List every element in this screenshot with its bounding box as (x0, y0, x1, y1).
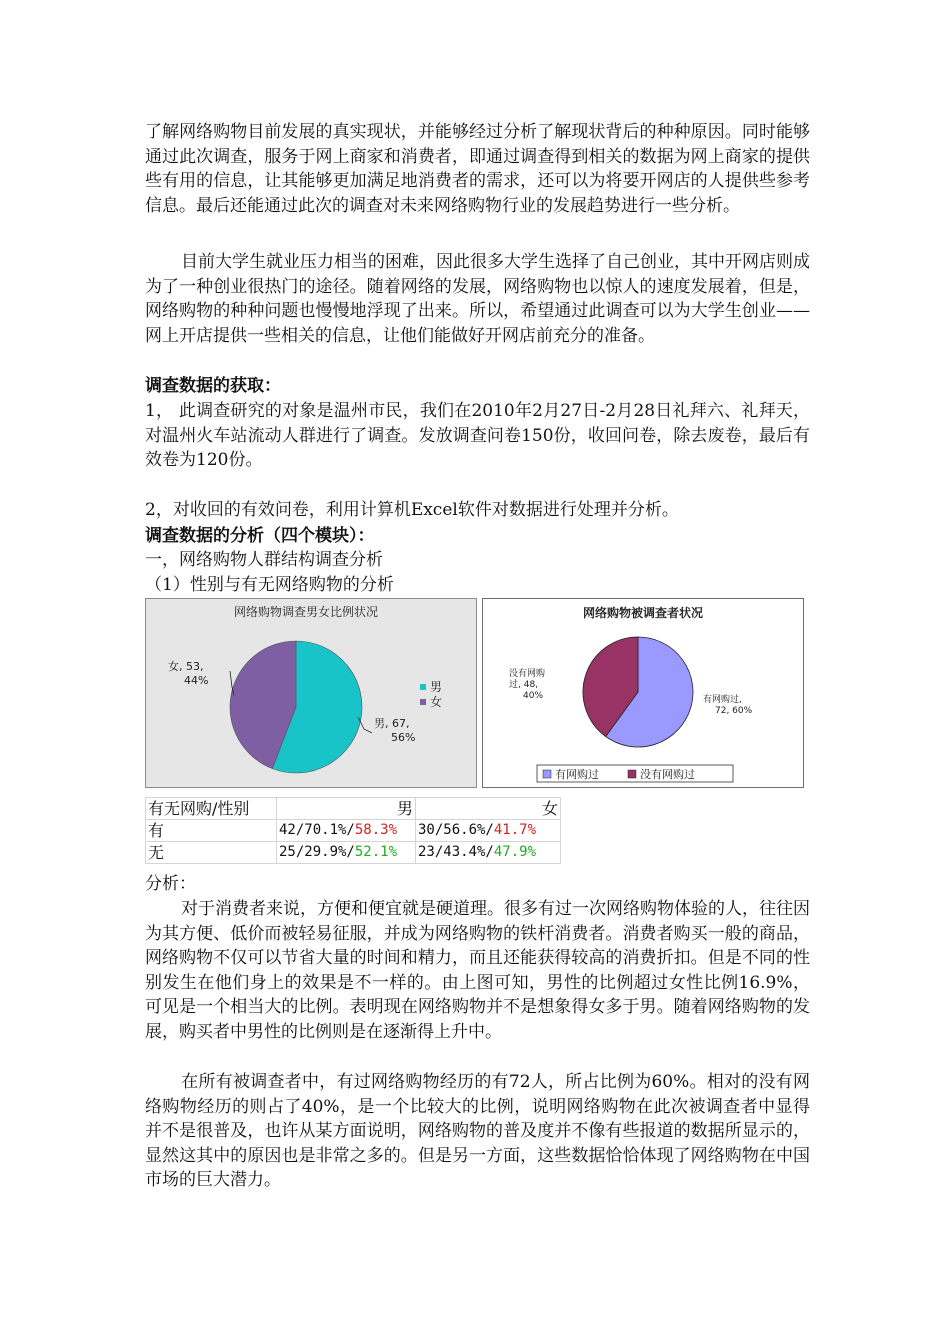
section-heading-1: 一，网络购物人群结构调查分析 (145, 550, 383, 570)
data-label-not-bought-3: 40% (523, 691, 544, 701)
analysis-paragraph-1-text: 对于消费者来说，方便和便宜就是硬道理。很多有过一次网络购物体验的人，往往因为其方便、低价而被轻易征服，并成为网络购物的铁杆消费者。消费者购买一般的商品，网络购物不仅可以节省大量的时间和精力，而且还能获得较高的消费折扣。但是不同的性别发生在他们身上的效果是不一样的。由上图可知，男性的比例超过女性比例16.9%，可见是一个相当大的比例。表明现在网络购物并不是想象得女多于男。随着网络购物的发展，购买者中男性的比例则是在逐渐得上升中。 (145, 899, 810, 1042)
gender-purchase-table (145, 797, 561, 864)
list-item-2: 2，对收回的有效问卷，利用计算机Excel软件对数据进行处理并分析。 (145, 500, 679, 520)
legend-label-male: 男 (430, 680, 443, 694)
cell-percent: 52.1% (354, 844, 398, 860)
analysis-paragraph-2 (145, 1070, 810, 1193)
intro-paragraph-1: 了解网络购物目前发展的真实现状，并能够经过分析了解现状背后的种种原因。同时能够通过此次调查，服务于网上商家和消费者，即通过调查得到相关的数据为网上商家的提供些有用的信息，让其能够更加满足地消费者的需求，还可以为将要开网店的人提供些参考信息。最后还能通过此次的调查对未来网络购物行业的发展趋势进行一些分析。 (145, 122, 810, 216)
cell-percent: 41.7% (493, 822, 537, 838)
intro-paragraph-2-text: 目前大学生就业压力相当的困难，因此很多大学生选择了自己创业，其中开网店则成为了一种创业很热门的途径。随着网络的发展，网络购物也以惊人的速度发展着，但是，网络购物的种种问题也慢慢地浮现了出来。所以，希望通过此调查可以为大学生创业——网上开店提供一些相关的信息，让他们能做好开网店前充分的准备。 (145, 252, 810, 346)
list-item-1: 1， 此调查研究的对象是温州市民，我们在2010年2月27日-2月28日礼拜六、礼拜天，对温州火车站流动人群进行了调查。发放调查问卷150份，收回问卷，除去废卷，最后有效卷为120份。 (145, 401, 810, 470)
data-label-male-pct: 56% (391, 731, 416, 744)
table-cell (277, 842, 416, 864)
table-cell (416, 820, 561, 842)
cell-value: 30/56.6%/ (418, 822, 494, 838)
legend-swatch-has-bought (543, 770, 551, 778)
table-header-cell: 有无网购/性别 (146, 798, 277, 820)
heading-data-analysis: 调查数据的分析（四个模块）： (145, 526, 375, 546)
analysis-paragraph-1 (145, 897, 810, 1044)
chart-title: 网络购物调查男女比例状况 (233, 605, 379, 619)
data-label-female-pct: 44% (184, 674, 209, 687)
data-label-has-bought-2: 72, 60% (715, 706, 753, 716)
legend-label-has-bought: 有网购过 (555, 768, 599, 781)
table-header-row (146, 798, 561, 820)
data-label-not-bought: 没有网购 (509, 669, 546, 679)
subsection-heading-1: （1）性别与有无网络购物的分析 (145, 575, 394, 595)
analysis-paragraph-2-text: 在所有被调查者中，有过网络购物经历的有72人，所占比例为60%。相对的没有网络购物经历的则占了40%，是一个比较大的比例，说明网络购物在此次被调查者中显得并不是很普及，也许从某方面说明，网络购物的普及度并不像有些报道的数据所显示的，显然这其中的原因也是非常之多的。但是另一方面，这些数据恰恰体现了网络购物在中国市场的巨大潜力。 (145, 1072, 810, 1190)
table-row-label: 有 (146, 820, 277, 842)
heading-data-acquisition: 调查数据的获取： (145, 376, 281, 396)
legend-label-female: 女 (430, 695, 443, 709)
data-label-not-bought-2: 过, 48, (509, 680, 539, 690)
cell-percent: 58.3% (354, 822, 398, 838)
cell-value: 23/43.4%/ (418, 844, 494, 860)
legend-swatch-female (420, 699, 426, 705)
analysis-label: 分析： (145, 874, 196, 894)
cell-value: 25/29.9%/ (279, 844, 355, 860)
table-cell (416, 842, 561, 864)
table-header-cell: 女 (416, 798, 561, 820)
legend-swatch-male (420, 684, 426, 690)
status-pie-chart (482, 598, 804, 788)
table-header-cell: 男 (277, 798, 416, 820)
table-row (146, 842, 561, 864)
gender-pie-chart (145, 598, 477, 788)
table-row-label: 无 (146, 842, 277, 864)
cell-percent: 47.9% (493, 844, 537, 860)
legend-label-not-bought: 没有网购过 (640, 768, 695, 781)
legend-swatch-not-bought (628, 770, 636, 778)
chart-title: 网络购物被调查者状况 (582, 606, 704, 620)
cell-value: 42/70.1%/ (279, 822, 355, 838)
table-row (146, 820, 561, 842)
data-label-female: 女, 53, (168, 660, 204, 673)
data-label-male: 男, 67, (374, 717, 410, 730)
intro-paragraph-2 (145, 250, 810, 348)
data-label-has-bought: 有网购过, (703, 695, 742, 705)
table-cell (277, 820, 416, 842)
